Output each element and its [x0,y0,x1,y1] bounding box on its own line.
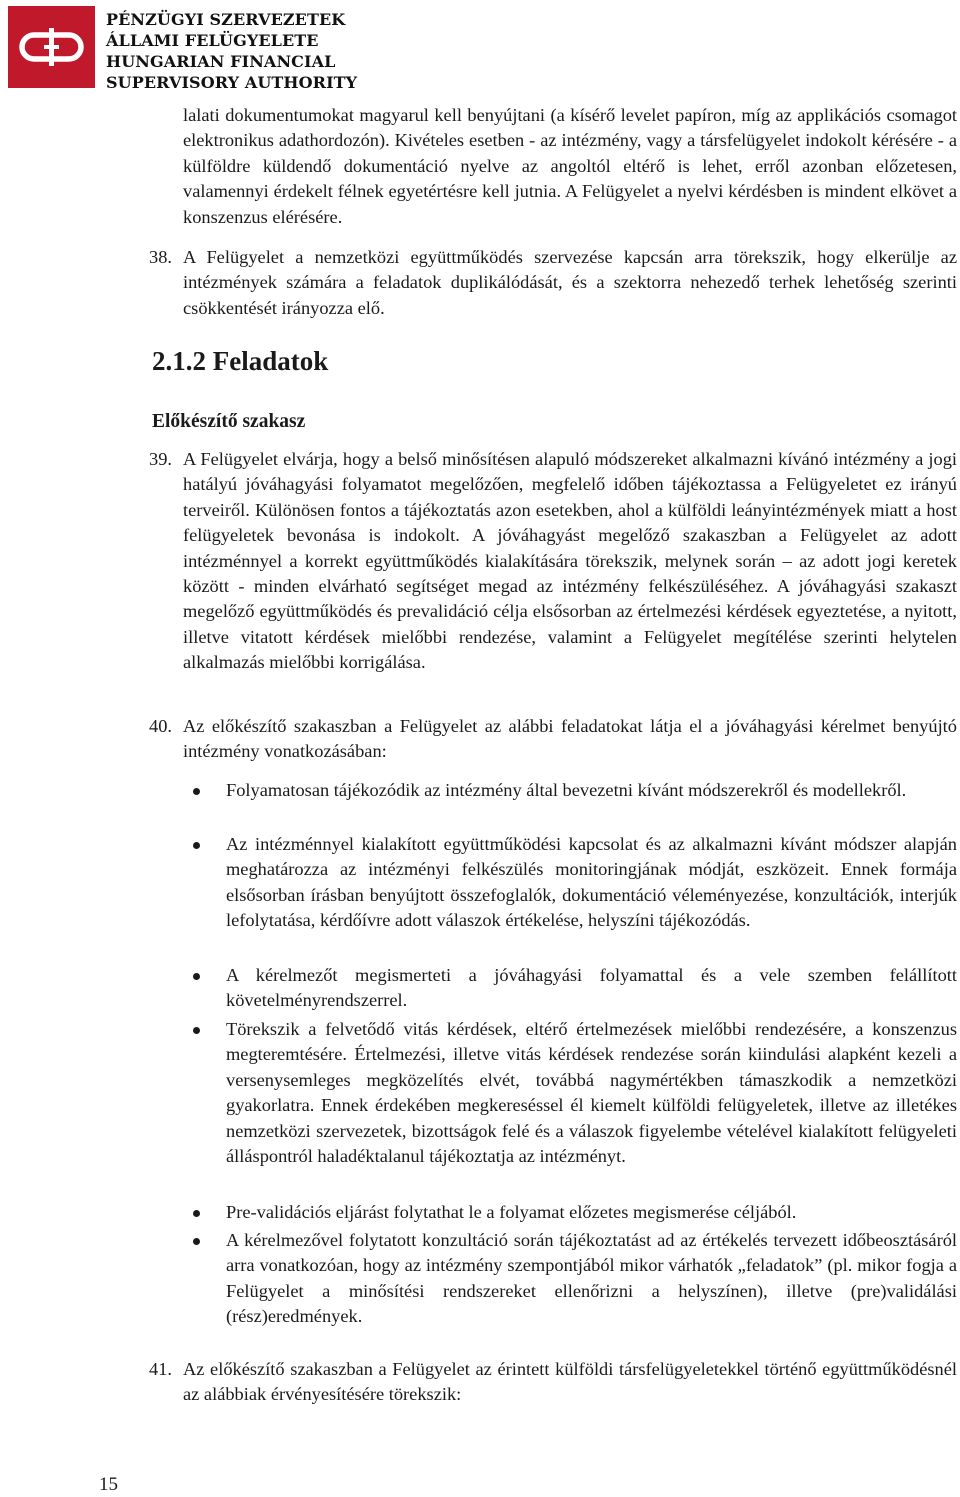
paragraph-40: Az előkészítő szakaszban a Felügyelet az alábbi feladatokat látja el a jóváhagyási kérelmet benyújtó intézmény vonatkozásában: [183,716,957,762]
paragraph-39: A Felügyelet elvárja, hogy a belső minősítésen alapuló módszereket alkalmazni kívánó intézmény a jogi hatályú jóváhagyási folyamatot megelőzően, megfelelő időben tájékoztassa a Felügyeletet ez irányú terveiről. Különösen fontos a tájékoztatás azon esetekben, ahol a külföldi leányintézmények miatt a host felügyeletek bevonása is indokolt. A jóváhagyást megelőző szakaszban a Felügyelet az adott intézménnyel a korrekt együttműködés kialakítására törekszik, melynek során – az adott jogi keretek között - minden elvárható segítséget megad az intézmény felkészüléséhez. A jóváhagyási szakaszt megelőző együttműködés és prevalidáció célja elsősorban az értelmezési kérdések egyeztetése, a nyitott, illetve vitatott kérdések mielőbbi rendezése, valamint a Felügyelet megítélése szerinti helytelen alkalmazás mielőbbi korrigálása. [183,449,957,673]
org-name-line: PÉNZÜGYI SZERVEZETEK [106,10,346,29]
list-item: Pre-validációs eljárást folytathat le a folyamat előzetes megismerése céljából. [226,1202,797,1222]
bullet-icon [193,1027,200,1034]
list-item: A kérelmezővel folytatott konzultáció során tájékoztatást ad az értékelés tervezett időbeosztásáról arra vonatkozóan, hogy az intézmény szempontjából mikor várhatók „feladatok” (pl. mikor fogja a Felügyelet a minősítési rendszereket ellenőrizni a helyszínen), illetve (pre)validálási (rész)eredmények. [226,1230,957,1327]
subsection-heading: Előkészítő szakasz [152,411,306,432]
paragraph-continued: lalati dokumentumokat magyarul kell benyújtani (a kísérő levelet papíron, míg az applikációs csomagot elektronikus adathordozón). Kivételes esetben - az intézmény, vagy a társfelügyelet indokolt kérésére - a külföldre küldendő dokumentáció nyelve az angoltól eltérő is lehet, erről azonban előzetesen, valamennyi érdekelt félnek egyetértésre kell jutnia. A Felügyelet a nyelvi kérdésben is mindent elkövet a konszenzus elérésére. [183,105,957,227]
organization-name [106,9,357,93]
section-heading: 2.1.2 Feladatok [152,346,329,376]
bullet-icon [193,788,200,795]
bullet-icon [193,1210,200,1217]
list-item: Az intézménnyel kialakított együttműködési kapcsolat és az alkalmazni kívánt módszer alapján meghatározza az intézményi felkészülés monitoringjának módját, eszközeit. Ennek formája elsősorban írásban benyújtott összefoglalók, dokumentáció véleményezése, konzultációk, interjúk lefolytatása, kérdőívre adott válaszok értékelése, helyszíni tájékozódás. [226,834,957,931]
bullet-icon [193,842,200,849]
psza-logo-icon [8,6,95,88]
paragraph-38: A Felügyelet a nemzetközi együttműködés szervezése kapcsán arra törekszik, hogy elkerülje az intézmények számára a feladatok duplikálódását, és a szektorra nehezedő terhek lehetőség szerinti csökkentését irányozza elő. [183,247,957,318]
bullet-icon [193,1238,200,1245]
paragraph-number: 40. [149,716,172,736]
list-item: Törekszik a felvetődő vitás kérdések, eltérő értelmezések mielőbbi rendezésére, a konszenzus megteremtésére. Értelmezési, illetve vitás kérdések rendezése során kiindulási alapként kezeli a versenysemleges megközelítés elvét, továbbá nagymértékben támaszkodik a nemzetközi gyakorlatra. Ennek érdekében megkereséssel él kiemelt külföldi felügyeletek, illetve az illetékes nemzetközi szervezetek, bizottságok felé és a válaszok figyelembe vételével kialakított felügyeleti álláspontról haladéktalanul tájékoztatja az intézményt. [226,1019,957,1167]
list-item: Folyamatosan tájékozódik az intézmény által bevezetni kívánt módszerekről és modellekről. [226,780,907,800]
page-header [8,6,428,92]
org-name-line: ÁLLAMI FELÜGYELETE [106,31,319,50]
paragraph-41: Az előkészítő szakaszban a Felügyelet az érintett külföldi társfelügyeletekkel történő együttműködésnél az alábbiak érvényesítésére törekszik: [183,1359,957,1405]
paragraph-number: 41. [149,1359,172,1379]
bullet-icon [193,973,200,980]
page-number: 15 [99,1474,118,1495]
paragraph-number: 38. [149,247,172,267]
org-name-line: HUNGARIAN FINANCIAL [106,52,336,71]
paragraph-number: 39. [149,449,172,469]
org-name-line: SUPERVISORY AUTHORITY [106,73,358,92]
list-item: A kérelmezőt megismerteti a jóváhagyási folyamattal és a vele szemben felállított követelményrendszerrel. [226,965,957,1011]
